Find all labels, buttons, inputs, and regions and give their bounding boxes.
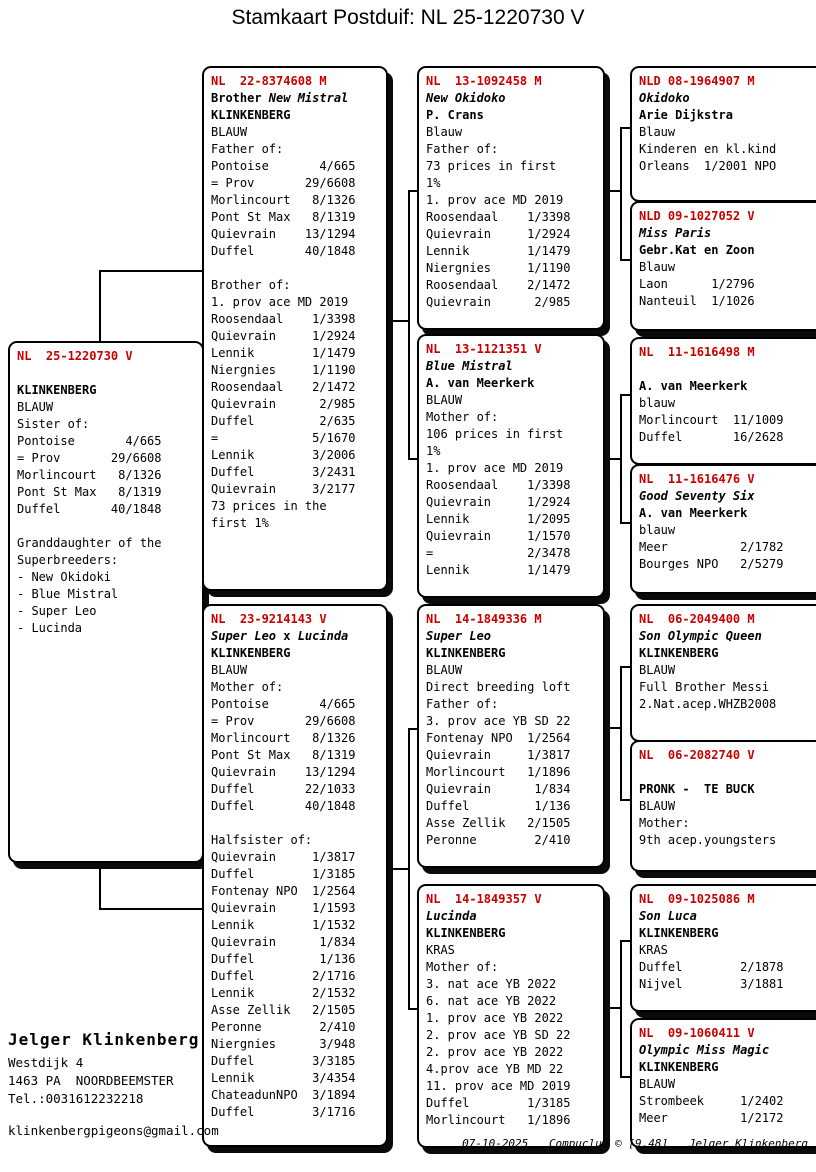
pedigree-line: Lennik 1/1532 — [211, 918, 356, 932]
connector-line — [99, 908, 204, 910]
pedigree-line: BLAUW — [426, 663, 463, 677]
pedigree-line: Strombeek 1/2402 — [639, 1094, 784, 1108]
pedigree-line: Orleans 1/2001 NPO — [639, 159, 777, 173]
pedigree-line: 1. prov ace MD 2019 — [426, 193, 564, 207]
pedigree-line: Quievrain 1/3817 — [211, 850, 356, 864]
pedigree-line: Blauw — [639, 125, 676, 139]
pedigree-box-greatgrandparent-3 — [630, 337, 816, 465]
pedigree-line: Niergnies 1/1190 — [211, 363, 356, 377]
pedigree-line: Quievrain 1/1593 — [211, 901, 356, 915]
connector-line — [620, 127, 622, 261]
pedigree-line: Meer 1/2172 — [639, 1111, 784, 1125]
ring-number: NL 11-1616476 V — [639, 472, 755, 486]
pedigree-line: 4.prov ace YB MD 22 — [426, 1062, 564, 1076]
pedigree-line: Morlincourt 8/1326 — [17, 468, 162, 482]
pedigree-line: 2. prov ace YB 2022 — [426, 1045, 564, 1059]
pedigree-line: Peronne 2/410 — [426, 833, 571, 847]
pedigree-box-grandmother-paternal — [417, 334, 605, 598]
pedigree-line: Lucinda — [426, 909, 477, 923]
footer-date: 07-10-2025 — [462, 1137, 529, 1150]
pedigree-line: 11. prov ace MD 2019 — [426, 1079, 571, 1093]
pedigree-line: 73 prices in first — [426, 159, 557, 173]
owner-phone: Tel.:0031612232218 — [8, 1091, 144, 1106]
connector-line — [620, 940, 622, 1078]
pedigree-line: Pontoise 4/665 — [211, 697, 356, 711]
pedigree-line: Blue Mistral — [426, 359, 513, 373]
pedigree-line: Bourges NPO 2/5279 — [639, 557, 784, 571]
pedigree-line: KLINKENBERG — [426, 926, 506, 940]
pedigree-line: New Okidoko — [426, 91, 506, 105]
pedigree-line: blauw — [639, 523, 676, 537]
pedigree-line: Quievrain 13/1294 — [211, 227, 356, 241]
ring-number: NL 09-1025086 M — [639, 892, 755, 906]
pedigree-line: 1. prov ace MD 2019 — [211, 295, 349, 309]
pedigree-line: Morlincourt 8/1326 — [211, 731, 356, 745]
pedigree-line: Sister of: — [17, 417, 90, 431]
pedigree-line: Laon 1/2796 — [639, 277, 755, 291]
pedigree-line: Superbreeders: — [17, 553, 119, 567]
pedigree-line: Pont St Max 8/1319 — [17, 485, 162, 499]
pedigree-line: Pont St Max 8/1319 — [211, 748, 356, 762]
pedigree-line: = Prov 29/6608 — [211, 176, 356, 190]
pedigree-line: 1% — [426, 176, 441, 190]
ring-number: NL 11-1616498 M — [639, 345, 755, 359]
ring-number: NLD 09-1027052 V — [639, 209, 755, 223]
pedigree-line: Arie Dijkstra — [639, 108, 733, 122]
connector-line — [620, 522, 630, 524]
pedigree-line: Duffel 2/1878 — [639, 960, 784, 974]
pedigree-line: Gebr.Kat en Zoon — [639, 243, 755, 257]
pedigree-line: Blauw — [639, 260, 676, 274]
pedigree-line: Mother of: — [211, 680, 284, 694]
connector-line — [620, 259, 630, 261]
owner-block — [8, 1030, 219, 1138]
pedigree-line — [17, 365, 195, 382]
pedigree-line: A. van Meerkerk — [639, 506, 748, 520]
pedigree-line: KLINKENBERG — [17, 383, 97, 397]
ring-number: NL 25-1220730 V — [17, 349, 133, 363]
pedigree-line: Quievrain 1/2924 — [426, 495, 571, 509]
pedigree-line: Duffel 2/1716 — [211, 969, 356, 983]
pedigree-line: Duffel 2/635 — [211, 414, 356, 428]
pedigree-line — [211, 260, 379, 277]
pedigree-line: KLINKENBERG — [639, 646, 719, 660]
pedigree-line: Duffel 1/136 — [211, 952, 356, 966]
owner-address1: Westdijk 4 — [8, 1055, 84, 1070]
pedigree-box-greatgrandparent-4 — [630, 464, 816, 594]
pedigree-box-mother — [202, 604, 388, 1147]
pedigree-line: A. van Meerkerk — [426, 376, 535, 390]
pedigree-line: Quievrain 2/985 — [426, 295, 571, 309]
pedigree-line: 73 prices in the — [211, 499, 327, 513]
pedigree-line: Quievrain 2/985 — [211, 397, 356, 411]
pedigree-line: Lennik 3/4354 — [211, 1071, 356, 1085]
pedigree-line: KLINKENBERG — [211, 108, 291, 122]
pedigree-line: Super Leo — [426, 629, 492, 643]
pedigree-line: Super Leo x Lucinda — [211, 629, 349, 643]
pedigree-line: Full Brother Messi — [639, 680, 770, 694]
pedigree-line: Niergnies 3/948 — [211, 1037, 356, 1051]
connector-line — [620, 666, 630, 668]
pedigree-line: PRONK - TE BUCK — [639, 782, 755, 796]
ring-number: NL 23-9214143 V — [211, 612, 327, 626]
pedigree-line: Good Seventy Six — [639, 489, 755, 503]
connector-line — [408, 190, 410, 460]
pedigree-line — [639, 764, 815, 781]
pedigree-line: 1% — [426, 444, 441, 458]
pedigree-line: Duffel 3/2431 — [211, 465, 356, 479]
connector-line — [620, 666, 622, 801]
pedigree-line: Duffel 40/1848 — [211, 799, 356, 813]
ring-number: NL 22-8374608 M — [211, 74, 327, 88]
pedigree-line: ChateadunNPO 3/1894 — [211, 1088, 356, 1102]
pedigree-line: Son Luca — [639, 909, 697, 923]
pedigree-box-greatgrandparent-5 — [630, 604, 816, 742]
pedigree-line: 3. prov ace YB SD 22 — [426, 714, 571, 728]
ring-number: NLD 08-1964907 M — [639, 74, 755, 88]
pedigree-line: Niergnies 1/1190 — [426, 261, 571, 275]
connector-line — [408, 458, 417, 460]
pedigree-line: Lennik 1/2095 — [426, 512, 571, 526]
pedigree-line: Mother: — [639, 816, 690, 830]
pedigree-line: Roosendaal 2/1472 — [426, 278, 571, 292]
pedigree-line: - Lucinda — [17, 621, 83, 635]
pedigree-line: 9th acep.youngsters — [639, 833, 777, 847]
pedigree-line: Olympic Miss Magic — [639, 1043, 770, 1057]
pedigree-line: Duffel 1/136 — [426, 799, 571, 813]
pedigree-line: KLINKENBERG — [639, 926, 719, 940]
pedigree-line — [211, 815, 379, 832]
footer — [448, 1137, 808, 1150]
pedigree-line: = 5/1670 — [211, 431, 356, 445]
pedigree-box-greatgrandparent-6 — [630, 740, 816, 872]
page-title: Stamkaart Postduif: NL 25-1220730 V — [231, 6, 585, 29]
pedigree-line: Duffel 16/2628 — [639, 430, 784, 444]
pedigree-line: Quievrain 1/834 — [211, 935, 356, 949]
pedigree-line: Roosendaal 2/1472 — [211, 380, 356, 394]
pedigree-line: Nanteuil 1/1026 — [639, 294, 755, 308]
pedigree-line: Miss Paris — [639, 226, 712, 240]
pedigree-line: Blauw — [426, 125, 463, 139]
ring-number: NL 09-1060411 V — [639, 1026, 755, 1040]
pedigree-line — [17, 518, 195, 535]
owner-email: klinkenbergpigeons@gmail.com — [8, 1123, 219, 1138]
pedigree-line: Okidoko — [639, 91, 690, 105]
pedigree-line: Roosendaal 1/3398 — [211, 312, 356, 326]
pedigree-box-father — [202, 66, 388, 591]
ring-number: NL 14-1849336 M — [426, 612, 542, 626]
connector-line — [408, 728, 417, 730]
pedigree-line: first 1% — [211, 516, 269, 530]
owner-address2: 1463 PA NOORDBEEMSTER — [8, 1073, 174, 1088]
pedigree-line: - Blue Mistral — [17, 587, 119, 601]
pedigree-line: Roosendaal 1/3398 — [426, 478, 571, 492]
pedigree-box-greatgrandparent-8 — [630, 1018, 816, 1148]
pedigree-line: Lennik 2/1532 — [211, 986, 356, 1000]
ring-number: NL 13-1092458 M — [426, 74, 542, 88]
ring-number: NL 06-2049400 M — [639, 612, 755, 626]
pedigree-line: BLAUW — [639, 1077, 676, 1091]
pedigree-line: Duffel 3/3185 — [211, 1054, 356, 1068]
connector-line — [620, 127, 630, 129]
pedigree-line — [639, 361, 815, 378]
owner-name: Jelger Klinkenberg — [8, 1030, 200, 1049]
pedigree-line: = Prov 29/6608 — [211, 714, 356, 728]
pedigree-box-greatgrandparent-2 — [630, 201, 816, 331]
pedigree-line: Lennik 1/1479 — [211, 346, 356, 360]
pedigree-line: Mother of: — [426, 960, 499, 974]
connector-line — [408, 728, 410, 1010]
pedigree-line: Duffel 40/1848 — [17, 502, 162, 516]
connector-line — [99, 270, 204, 272]
footer-user: Jelger Klinkenberg — [688, 1137, 808, 1150]
pedigree-line: 6. nat ace YB 2022 — [426, 994, 557, 1008]
pedigree-line: KLINKENBERG — [426, 646, 506, 660]
pedigree-line: Quievrain 1/2924 — [211, 329, 356, 343]
pedigree-line: Morlincourt 8/1326 — [211, 193, 356, 207]
connector-line — [620, 394, 622, 524]
pedigree-line: = 2/3478 — [426, 546, 571, 560]
pedigree-line: P. Crans — [426, 108, 484, 122]
pedigree-box-grandmother-maternal — [417, 884, 605, 1148]
pedigree-line: BLAUW — [426, 393, 463, 407]
pedigree-line: blauw — [639, 396, 676, 410]
pedigree-line: Fontenay NPO 1/2564 — [426, 731, 571, 745]
pedigree-line: Pontoise 4/665 — [17, 434, 162, 448]
pedigree-line: Son Olympic Queen — [639, 629, 762, 643]
pedigree-line: Morlincourt 1/1896 — [426, 1113, 571, 1127]
pedigree-line: 2. prov ace YB SD 22 — [426, 1028, 571, 1042]
pedigree-line: Quievrain 1/834 — [426, 782, 571, 796]
pedigree-line: Lennik 3/2006 — [211, 448, 356, 462]
pedigree-box-grandfather-paternal — [417, 66, 605, 330]
pedigree-line: Roosendaal 1/3398 — [426, 210, 571, 224]
pedigree-box-greatgrandparent-7 — [630, 884, 816, 1012]
pedigree-line: Asse Zellik 2/1505 — [211, 1003, 356, 1017]
pedigree-line: Nijvel 3/1881 — [639, 977, 784, 991]
pedigree-line: Asse Zellik 2/1505 — [426, 816, 571, 830]
pedigree-line: BLAUW — [17, 400, 54, 414]
pedigree-line: Pont St Max 8/1319 — [211, 210, 356, 224]
pedigree-line: 1. prov ace MD 2019 — [426, 461, 564, 475]
pedigree-line: Quievrain 13/1294 — [211, 765, 356, 779]
pedigree-line: BLAUW — [211, 125, 248, 139]
pedigree-box-greatgrandparent-1 — [630, 66, 816, 202]
pedigree-line: Quievrain 1/2924 — [426, 227, 571, 241]
pedigree-line: Mother of: — [426, 410, 499, 424]
pedigree-line: BLAUW — [639, 663, 676, 677]
pedigree-line: Fontenay NPO 1/2564 — [211, 884, 356, 898]
ring-number: NL 06-2082740 V — [639, 748, 755, 762]
pedigree-line: 3. nat ace YB 2022 — [426, 977, 557, 991]
pedigree-line: Morlincourt 11/1009 — [639, 413, 784, 427]
pedigree-line: Father of: — [426, 697, 499, 711]
pedigree-line: Direct breeding loft — [426, 680, 571, 694]
pedigree-line: BLAUW — [211, 663, 248, 677]
pedigree-line: Granddaughter of the — [17, 536, 162, 550]
pedigree-line: Halfsister of: — [211, 833, 313, 847]
connector-line — [620, 799, 630, 801]
pedigree-line: 2.Nat.acep.WHZB2008 — [639, 697, 777, 711]
connector-line — [408, 1008, 417, 1010]
pedigree-line: Lennik 1/1479 — [426, 563, 571, 577]
pedigree-line: Peronne 2/410 — [211, 1020, 356, 1034]
pedigree-line: BLAUW — [639, 799, 676, 813]
pedigree-line: Kinderen en kl.kind — [639, 142, 777, 156]
pedigree-line: Duffel 40/1848 — [211, 244, 356, 258]
pedigree-line: Pontoise 4/665 — [211, 159, 356, 173]
pedigree-line: - New Okidoki — [17, 570, 111, 584]
pedigree-line: Meer 2/1782 — [639, 540, 784, 554]
pedigree-line: = Prov 29/6608 — [17, 451, 162, 465]
pedigree-line: 106 prices in first — [426, 427, 564, 441]
pedigree-line: A. van Meerkerk — [639, 379, 748, 393]
pedigree-line: KRAS — [426, 943, 455, 957]
pedigree-box-subject — [8, 341, 204, 863]
connector-line — [620, 1076, 630, 1078]
pedigree-line: Duffel 22/1033 — [211, 782, 356, 796]
pedigree-line: Duffel 1/3185 — [211, 867, 356, 881]
pedigree-box-grandfather-maternal — [417, 604, 605, 868]
pedigree-line: Lennik 1/1479 — [426, 244, 571, 258]
pedigree-line: Father of: — [426, 142, 499, 156]
pedigree-line: Duffel 1/3185 — [426, 1096, 571, 1110]
pedigree-line: - Super Leo — [17, 604, 97, 618]
connector-line — [620, 940, 630, 942]
pedigree-line: Quievrain 1/3817 — [426, 748, 571, 762]
ring-number: NL 14-1849357 V — [426, 892, 542, 906]
pedigree-line: KLINKENBERG — [639, 1060, 719, 1074]
footer-program: Compuclub © [9.48] — [548, 1137, 669, 1150]
pedigree-line: Quievrain 1/1570 — [426, 529, 571, 543]
connector-line — [620, 394, 630, 396]
pedigree-line: Quievrain 3/2177 — [211, 482, 356, 496]
pedigree-line: 1. prov ace YB 2022 — [426, 1011, 564, 1025]
ring-number: NL 13-1121351 V — [426, 342, 542, 356]
pedigree-line: Brother New Mistral — [211, 91, 349, 105]
pedigree-line: Morlincourt 1/1896 — [426, 765, 571, 779]
pedigree-line: Father of: — [211, 142, 284, 156]
pedigree-line: Duffel 3/1716 — [211, 1105, 356, 1119]
connector-line — [99, 270, 101, 343]
connector-line — [408, 190, 417, 192]
pedigree-line: KRAS — [639, 943, 668, 957]
pedigree-line: KLINKENBERG — [211, 646, 291, 660]
pedigree-line: Brother of: — [211, 278, 291, 292]
